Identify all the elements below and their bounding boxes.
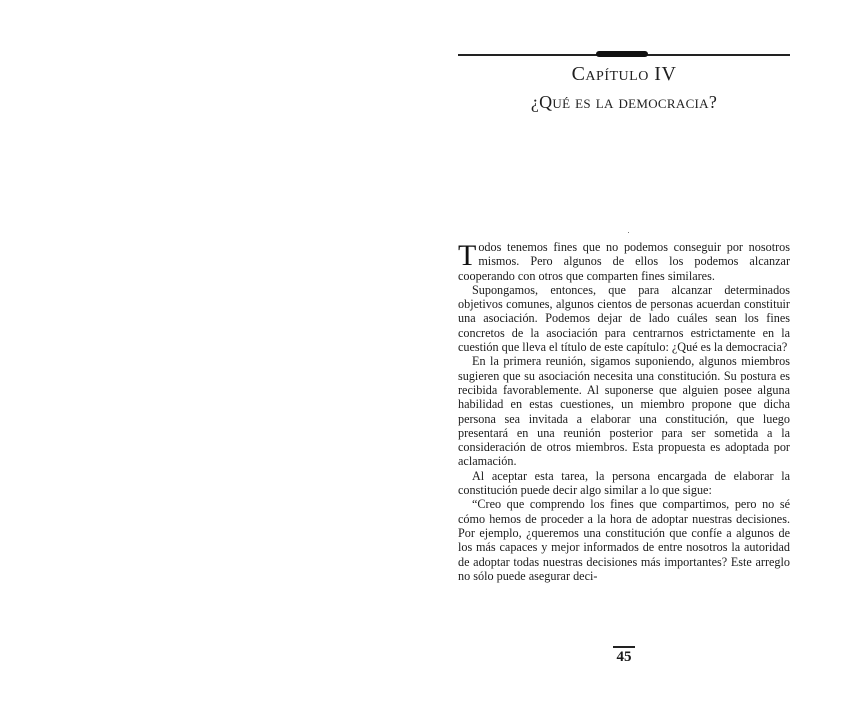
paragraph-4: Al aceptar esta tarea, la persona encargada de elaborar la constitución puede decir algo similar a lo que sigue: (458, 468, 790, 498)
chapter-title: ¿Qué es la democracia? (530, 92, 718, 112)
chapter-body (458, 240, 790, 583)
drop-cap: T (458, 239, 477, 272)
paragraph-5: “Creo que comprendo los fines que compartimos, pero no sé cómo hemos de proceder a la hora de adoptar nuestras decisiones. Por ejemplo, ¿queremos una constitución que confíe a algunos de los más capaces y mejor informados de entre nosotros la autoridad de adoptar todas nuestras decisiones más importantes? Este arreglo no sólo puede asegurar deci- (458, 497, 790, 583)
paragraph-1-text: odos tenemos fines que no podemos conseguir por nosotros mismos. Pero algunos de ellos los podemos alcanzar cooperando con otros que comparten fines similares. (458, 240, 790, 283)
page-number: 45 (616, 649, 632, 665)
rule-ornament (596, 51, 648, 57)
print-speck (628, 232, 629, 233)
paragraph-1 (458, 240, 790, 283)
paragraph-2: Supongamos, entonces, que para alcanzar determinados objetivos comunes, algunos cientos de personas acuerdan constituir una asociación. Podemos dejar de lado cuáles sean los fines concretos de la asociación para centrarnos estrictamente en la cuestión que lleva el título de este capítulo: ¿Qué es la democracia? (458, 282, 790, 355)
chapter-number: Capítulo IV (571, 63, 677, 85)
paragraph-3: En la primera reunión, sigamos suponiendo, algunos miembros sugieren que su asociación necesita una constitución. Su postura es recibida favorablemente. Al suponerse que alguien posee alguna habilidad en estas cuestiones, un miembro propone que dicha persona sea invitada a elaborar una constitución, que luego presentará en una reunión posterior para ser sometida a la consideración de otros miembros. Esta propuesta es adoptada por aclamación. (458, 354, 790, 469)
folio-rule (613, 646, 635, 648)
